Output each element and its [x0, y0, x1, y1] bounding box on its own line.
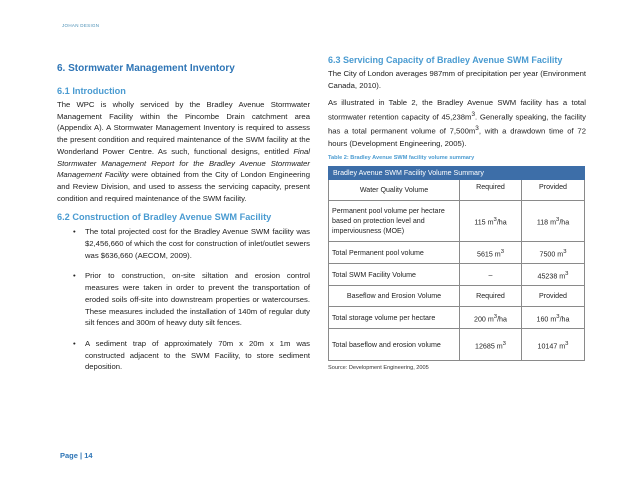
table-source: Source: Development Engineering, 2005 [328, 365, 429, 372]
list-item: • A sediment trap of approximately 70m x 20m x 1m was constructed adjacent to the SWM Facility, to store sediment deposition. [73, 338, 310, 372]
table-row [329, 307, 585, 329]
table-row [329, 201, 585, 242]
page-number: Page | 14 [60, 451, 93, 460]
intro-heading: 6.1 Introduction [57, 86, 126, 96]
table-cell: 12685 $m^3$ [460, 329, 522, 361]
table-cell: – [460, 264, 522, 286]
list-item: • The total projected cost for the Bradley Avenue SWM facility was $2,456,660 of which the cost for construction of inlet/outlet sewers was $636,660 (AECOM, 2009). [73, 227, 310, 260]
table-cell: Total Permanent pool volume [329, 242, 460, 264]
table-cell: 10147 $m^3$ [522, 329, 585, 361]
report-title: Final Stormwater Management Report for the Bradley Avenue Stormwater Management Facility [57, 146, 310, 180]
header-brand: JOHAN DESIGN [62, 23, 100, 28]
capacity-paragraph-1: The City of London averages 987mm of precipitation per year (Environment Canada, 2010). [328, 69, 586, 90]
table-cell: 200 $m^3/ha$ [460, 307, 522, 329]
table-cell: 115 $m^3/ha$ [460, 201, 522, 242]
section-title: 6. Stormwater Management Inventory [57, 63, 235, 74]
capacity-heading: 6.3 Servicing Capacity of Bradley Avenue SWM Facility [328, 55, 563, 65]
table-header: Provided [522, 286, 585, 307]
table-header: Required [460, 286, 522, 307]
volume-summary-table [328, 166, 585, 361]
table-header: Provided [522, 180, 585, 201]
table-header: Required [460, 180, 522, 201]
bullet-icon: • [73, 227, 76, 237]
table-caption: Table 2: Bradley Avenue SWM facility volume summary [328, 155, 475, 162]
table-cell: Total SWM Facility Volume [329, 264, 460, 286]
table-cell: Permanent pool volume per hectare based on protection level and imperviousness (MOE) [329, 201, 460, 242]
capacity-paragraph-2: As illustrated in Table 2, the Bradley Avenue SWM facility has a total stormwater retention capacity of $45,238m^3$. Generally speaking, the facility has a total permanent volume of $7,500m^3$, with a drawdown time of 72 hours (Development Engineering, 2005). [328, 98, 586, 148]
bullet-icon: • [73, 338, 76, 348]
table-cell: 118 $m^3/ha$ [522, 201, 585, 242]
right-column [328, 54, 586, 372]
list-item: • Prior to construction, on-site siltation and erosion control measures were taken in order to prevent the transportation of eroded soils off-site into downstream properties or watercourses. These measures included the installation of 140m of regular duty silt fences and 300m of heavy duty silt fences. [73, 271, 310, 328]
bullet-icon: • [73, 271, 76, 281]
table-cell: Total storage volume per hectare [329, 307, 460, 329]
table-row [329, 242, 585, 264]
table-cell: 160 $m^3/ha$ [522, 307, 585, 329]
table-cell: Total baseflow and erosion volume [329, 329, 460, 361]
table-title: Bradley Avenue SWM Facility Volume Summary [329, 167, 585, 180]
left-column [57, 54, 310, 373]
construction-list [73, 226, 310, 373]
construction-heading: 6.2 Construction of Bradley Avenue SWM Facility [57, 212, 272, 223]
table-cell: 45238 $m^3$ [522, 264, 585, 286]
table-cell: 5615 $m^3$ [460, 242, 522, 264]
table-header: Baseflow and Erosion Volume [329, 286, 460, 307]
table-header: Water Quality Volume [329, 180, 460, 201]
table-row [329, 264, 585, 286]
intro-paragraph: The WPC is wholly serviced by the Bradley Avenue Stormwater Management Facility within the Pincombe Drain catchment area (Appendix A). A Stormwater Management Inventory is required to assess the present condition and required maintenance of the SWM facility at the Wonderland Power Centre. As such, functional designs, entitled Final Stormwater Management Report for the Bradley Avenue Stormwater Management Facility were obtained from the City of London Engineering and Review Division, and used to assess the servicing capacity, present condition and required maintenance of the SWM facility. [57, 100, 310, 203]
table-cell: 7500 $m^3$ [522, 242, 585, 264]
table-row [329, 329, 585, 361]
